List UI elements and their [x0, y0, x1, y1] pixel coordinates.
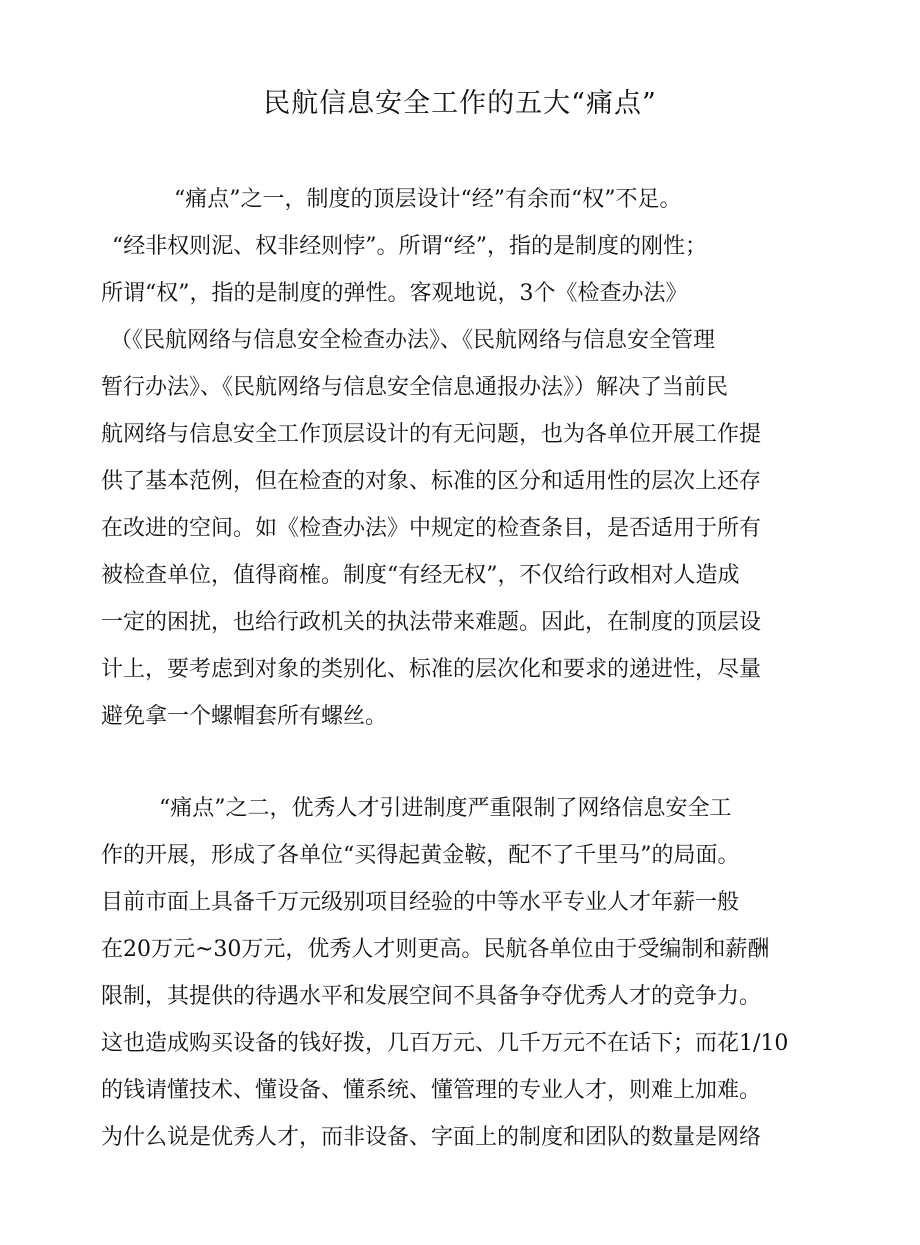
paragraph-1-line-11: 计上，要考虑到对象的类别化、标准的层次化和要求的递进性，尽量 — [101, 657, 762, 682]
paragraph-1-line-7: 供了基本范例，但在检查的对象、标准的区分和适用性的层次上还存 — [101, 469, 762, 494]
paragraph-1-line-1: “痛点”之一，制度的顶层设计“经”有余而“权”不足。 — [174, 187, 682, 212]
paragraph-2-line-8: 为什么说是优秀人才，而非设备、字面上的制度和团队的数量是网络 — [101, 1125, 762, 1150]
paragraph-2-line-5: 限制，其提供的待遇水平和发展空间不具备争夺优秀人才的竞争力。 — [101, 984, 762, 1009]
paragraph-1-line-5: 暂行办法》、《民航网络与信息安全信息通报办法》）解决了当前民 — [101, 375, 729, 400]
paragraph-1-line-8: 在改进的空间。如《检查办法》中规定的检查条目，是否适用于所有 — [101, 516, 762, 541]
paragraph-1-line-12: 避免拿一个螺帽套所有螺丝。 — [101, 704, 388, 729]
paragraph-2-line-6: 这也造成购买设备的钱好拨，几百万元、几千万元不在话下；而花1/10 — [101, 1031, 789, 1056]
paragraph-2-line-4: 在20万元~30万元，优秀人才则更高。民航各单位由于受编制和薪酬 — [101, 937, 770, 962]
document-title: 民航信息安全工作的五大“痛点” — [263, 88, 657, 119]
paragraph-1-line-2: “经非权则泥、权非经则悖”。所谓“经”，指的是制度的刚性； — [112, 234, 707, 259]
paragraph-2-line-2: 作的开展，形成了各单位“买得起黄金鞍，配不了千里马”的局面。 — [101, 843, 740, 868]
paragraph-1-line-9: 被检查单位，值得商榷。制度“有经无权”，不仅给行政相对人造成 — [101, 563, 740, 588]
paragraph-1-line-4: （《民航网络与信息安全检查办法》、《民航网络与信息安全管理 — [110, 328, 716, 353]
paragraph-1-line-6: 航网络与信息安全工作顶层设计的有无问题，也为各单位开展工作提 — [101, 422, 762, 447]
paragraph-1-line-3: 所谓“权”，指的是制度的弹性。客观地说，3个《检查办法》 — [101, 281, 688, 306]
paragraph-2-line-3: 目前市面上具备千万元级别项目经验的中等水平专业人才年薪一般 — [101, 890, 740, 915]
paragraph-2-line-7: 的钱请懂技术、懂设备、懂系统、懂管理的专业人才，则难上加难。 — [101, 1078, 762, 1103]
paragraph-1-line-10: 一定的困扰，也给行政机关的执法带来难题。因此，在制度的顶层设 — [101, 610, 762, 635]
paragraph-2-line-1: “痛点”之二，优秀人才引进制度严重限制了网络信息安全工 — [159, 796, 732, 821]
